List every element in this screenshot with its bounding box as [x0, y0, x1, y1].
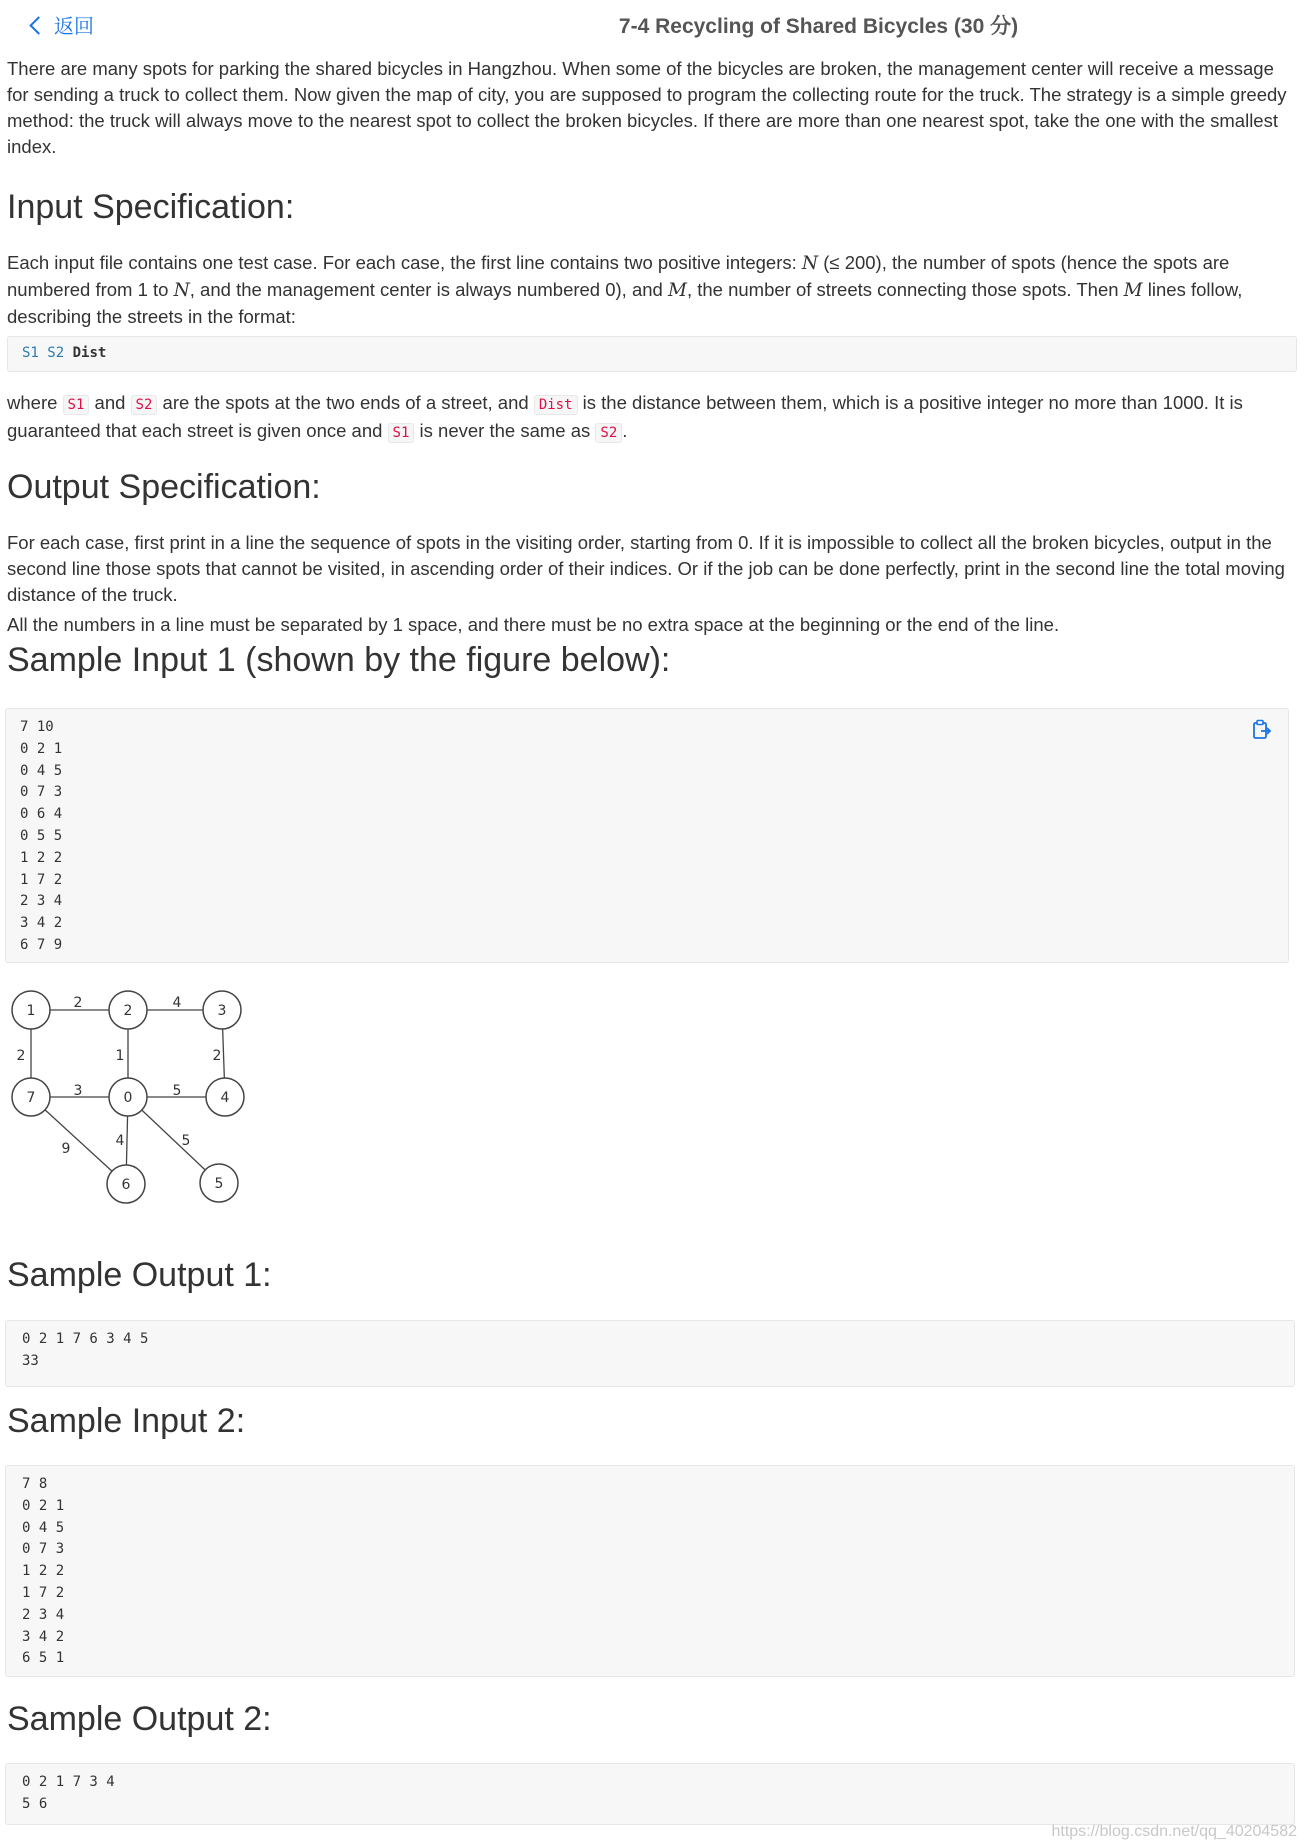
graph-edge-weight: 2	[73, 995, 83, 1011]
code-line: 0 2 1 7 3 4	[22, 1774, 115, 1790]
graph-node-label: 4	[220, 1090, 230, 1106]
code-line: 0 6 4	[20, 806, 63, 823]
format-dist: Dist	[72, 345, 107, 361]
code-line: 0 4 5	[22, 1519, 65, 1536]
math-n: N	[173, 280, 190, 301]
text-run: , and the management center is always numbered 0), and	[189, 279, 668, 300]
graph-edge-weight: 3	[73, 1083, 83, 1099]
code-line: 3 4 2	[22, 1628, 65, 1645]
code-line: 1 2 2	[20, 849, 63, 866]
text-run: .	[622, 420, 628, 441]
text-run: (≤ 200), the number of spots (hence the spots are numbered from 1 to	[7, 252, 1230, 300]
code-line: 0 2 1 7 6 3 4 5	[22, 1331, 149, 1347]
sample-output-2-lines	[22, 1772, 1278, 1816]
code-line: 0 2 1	[22, 1497, 65, 1514]
sample-output-2-heading: Sample Output 2:	[7, 1700, 272, 1738]
input-spec-heading: Input Specification:	[7, 188, 295, 226]
code-line: 7 8	[22, 1476, 48, 1492]
code-line: 1 7 2	[22, 1584, 65, 1601]
graph-edge-weight: 2	[212, 1048, 222, 1064]
copy-icon[interactable]	[1252, 719, 1272, 741]
text-run: lines follow, describing the streets in the format:	[7, 279, 1243, 327]
code-line: 2 3 4	[20, 893, 63, 910]
intro-paragraph: There are many spots for parking the shared bicycles in Hangzhou. When some of the bicycles are broken, the management center will receive a message for sending a truck to collect them. Now given the map of city, you are supposed to program the collecting route for the truck. The strategy is a simple greedy method: the truck will always move to the nearest spot to collect the broken bicycles. If there are more than one nearest spot, take the one with the smallest index.	[7, 58, 1287, 157]
code-line: 0 4 5	[20, 762, 63, 779]
sample-output-2-block	[5, 1763, 1295, 1825]
output-spec-paragraph: For each case, first print in a line the sequence of spots in the visiting order, starting from 0. If it is impossible to collect all the broken bicycles, output in the second line those spots that cannot be visited, in ascending order of their indices. Or if the job can be done perfectly, print in the second line the total moving distance of the truck.	[7, 532, 1285, 605]
output-spec-heading: Output Specification:	[7, 468, 321, 506]
code-line: 1 2 2	[22, 1563, 65, 1580]
graph-node-label: 3	[217, 1003, 227, 1019]
graph-node-label: 1	[26, 1003, 36, 1019]
graph-edge-weight: 9	[61, 1141, 71, 1157]
sample-input-2-block	[5, 1465, 1295, 1677]
page-title: 7-4 Recycling of Shared Bicycles (30 分)	[618, 15, 1019, 38]
graph-edge-weight: 5	[172, 1083, 182, 1099]
format-s1: S1	[22, 345, 39, 361]
code-line: 0 2 1	[20, 740, 63, 757]
graph-edge-weight: 1	[115, 1048, 125, 1064]
inline-code-s1: S1	[63, 395, 90, 415]
sample-input-2-heading: Sample Input 2:	[7, 1402, 246, 1440]
text-run: Each input file contains one test case. For each case, the first line contains two positive integers:	[7, 252, 802, 273]
graph-figure	[0, 0, 300, 1193]
text-run: are the spots at the two ends of a street, and	[157, 392, 534, 413]
math-m: M	[667, 280, 687, 301]
sample-output-1-lines	[22, 1329, 1278, 1373]
back-label: 返回	[54, 16, 94, 38]
code-line: 5 6	[22, 1795, 48, 1812]
code-line: 33	[22, 1352, 39, 1369]
code-line: 1 7 2	[20, 871, 63, 888]
math-m: M	[1123, 280, 1143, 301]
text-run: , the number of streets connecting those spots. Then	[686, 279, 1124, 300]
code-line: 0 7 3	[20, 784, 63, 801]
code-line: 0 5 5	[20, 827, 63, 844]
code-line: 7 10	[20, 719, 54, 735]
graph-node-label: 7	[26, 1090, 36, 1106]
sample-input-2-lines	[22, 1474, 1278, 1670]
output-spec-paragraph-2: All the numbers in a line must be separated by 1 space, and there must be no extra space at the beginning or the end of the line.	[7, 614, 1060, 635]
code-line: 0 7 3	[22, 1541, 65, 1558]
sample-output-1-heading: Sample Output 1:	[7, 1256, 272, 1294]
format-s2: S2	[47, 345, 65, 361]
code-line: 6 5 1	[22, 1650, 65, 1667]
graph-node-label: 5	[214, 1176, 224, 1192]
inline-code-s2: S2	[131, 395, 158, 415]
text-run: is never the same as	[414, 420, 596, 441]
code-line: 2 3 4	[22, 1606, 65, 1623]
text-run: where	[7, 392, 63, 413]
code-line: 3 4 2	[20, 915, 63, 932]
text-run: is the distance between them, which is a positive integer no more than 1000. It is guaranteed that each street is given once and	[7, 392, 1243, 441]
watermark: https://blog.csdn.net/qq_40204582	[1051, 1823, 1297, 1840]
graph-edge-weight: 2	[16, 1048, 26, 1064]
graph-edge-weight: 5	[181, 1133, 191, 1149]
graph-edge-weight: 4	[172, 995, 182, 1011]
inline-code-s1: S1	[388, 423, 415, 443]
sample-output-1-block	[5, 1320, 1295, 1387]
sample-input-1-heading: Sample Input 1 (shown by the figure below):	[7, 641, 671, 679]
graph-edge-weight: 4	[115, 1133, 125, 1149]
graph-node-label: 6	[121, 1177, 131, 1193]
graph-node-label: 0	[123, 1090, 133, 1106]
inline-code-dist: Dist	[534, 395, 578, 415]
text-run: and	[89, 392, 131, 413]
math-n: N	[801, 253, 819, 274]
inline-code-s2: S2	[595, 423, 622, 443]
code-line: 6 7 9	[20, 936, 63, 953]
graph-node-label: 2	[123, 1003, 133, 1019]
